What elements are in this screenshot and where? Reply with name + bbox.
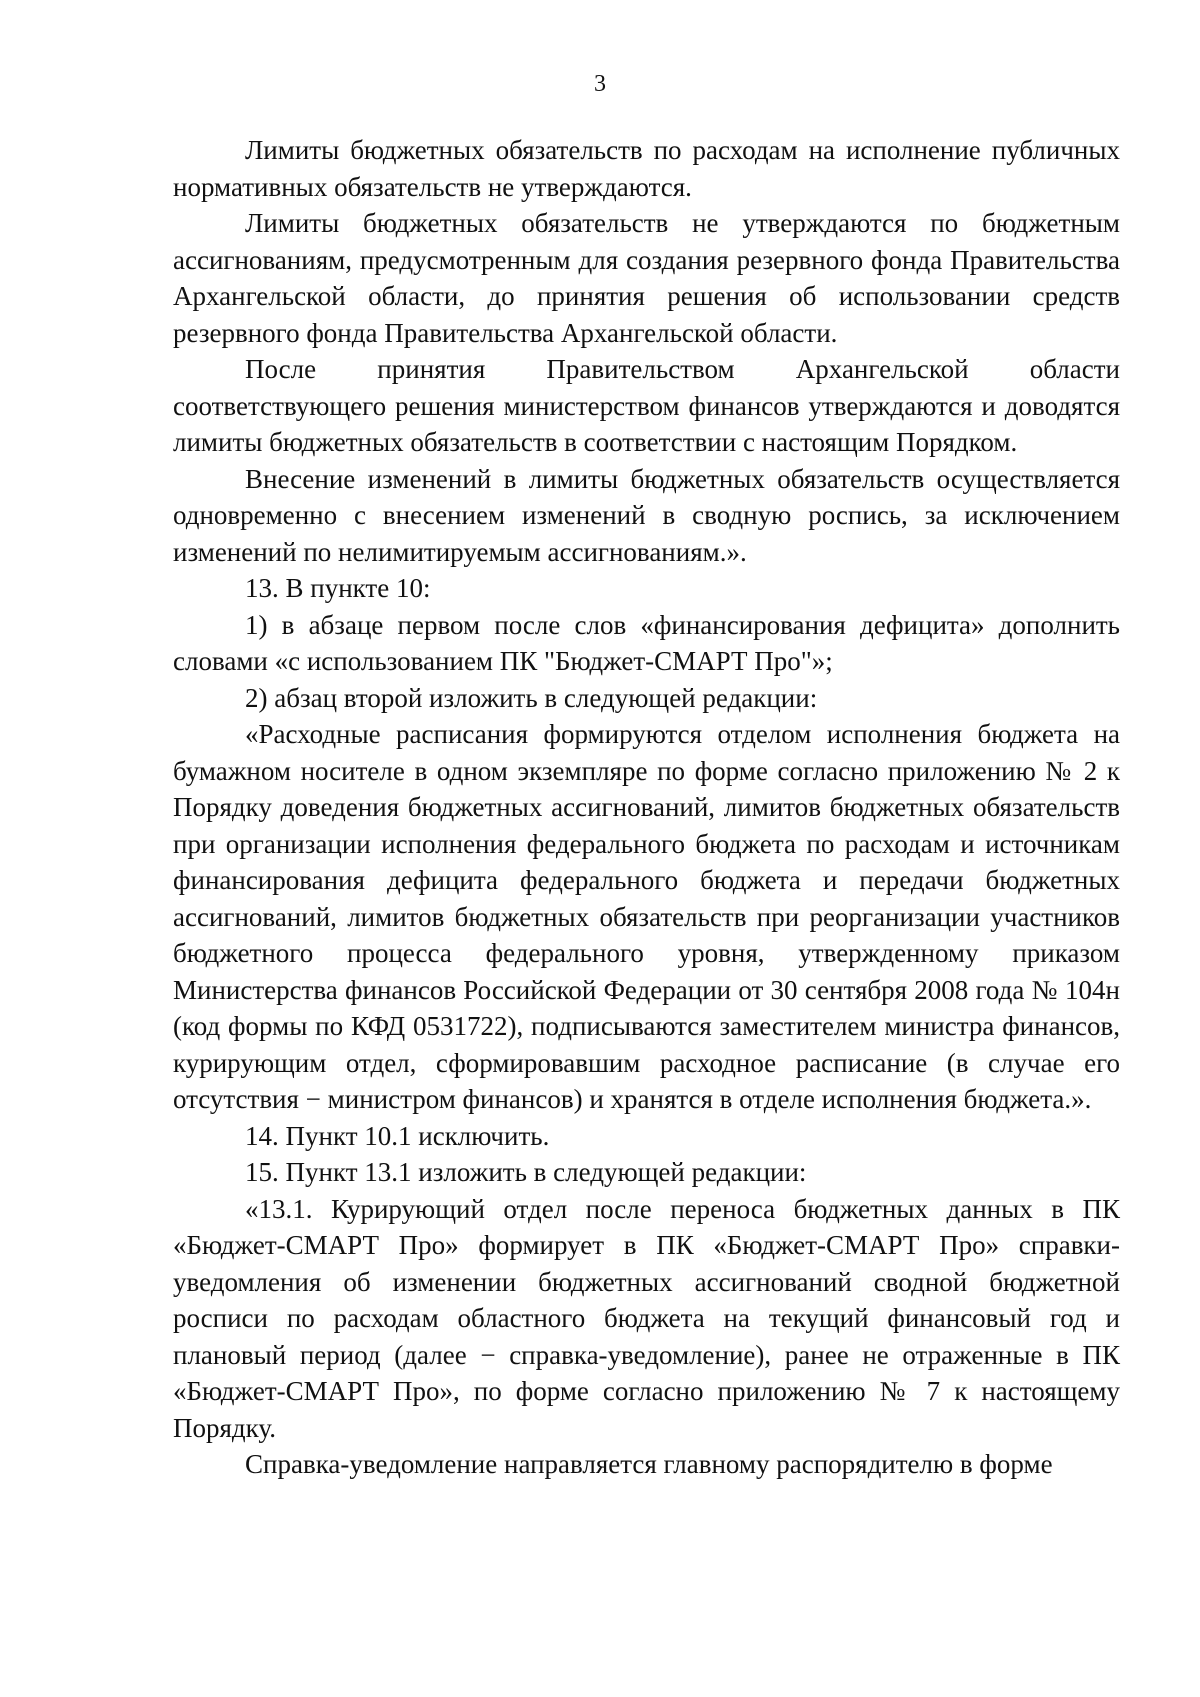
paragraph: «Расходные расписания формируются отделом исполнения бюджета на бумажном носителе в одном экземпляре по форме согласно приложению № 2 к Порядку доведения бюджетных ассигнований, лимитов бюджетных обязательств при организации исполнения федерального бюджета по расходам и источникам финансирования дефицита федерального бюджета и передачи бюджетных ассигнований, лимитов бюджетных обязательств при реорганизации участников бюджетного процесса федерального уровня, утвержденному приказом Министерства финансов Российской Федерации от 30 сентября 2008 года № 104н (код формы по КФД 0531722), подписываются заместителем министра финансов, курирующим отдел, сформировавшим расходное расписание (в случае его отсутствия − министром финансов) и хранятся в отделе исполнения бюджета.». [173,719,1120,1114]
paragraph: 2) абзац второй изложить в следующей редакции: [245,682,818,713]
paragraph: 13. В пункте 10: [245,573,431,603]
paragraph: 1) в абзаце первом после слов «финансирования дефицита» дополнить словами «с использованием ПК "Бюджет-СМАРТ Про"»; [173,609,1120,676]
paragraph: После принятия Правительством Архангельской области соответствующего решения министерством финансов утверждаются и доводятся лимиты бюджетных обязательств в соответствии с настоящим Порядком. [173,354,1120,457]
paragraph: «13.1. Курирующий отдел после переноса бюджетных данных в ПК «Бюджет-СМАРТ Про» формирует в ПК «Бюджет-СМАРТ Про» справки-уведомления об изменении бюджетных ассигнований сводной бюджетной росписи по расходам областного бюджета на текущий финансовый год и плановый период (далее − справка-уведомление), ранее не отраженные в ПК «Бюджет-СМАРТ Про», по форме согласно приложению № 7 к настоящему Порядку. [173,1193,1120,1443]
paragraph: Внесение изменений в лимиты бюджетных обязательств осуществляется одновременно с внесением изменений в сводную роспись, за исключением изменений по нелимитируемым ассигнованиям.». [173,463,1120,567]
paragraph: 15. Пункт 13.1 изложить в следующей редакции: [245,1157,807,1187]
paragraph: Лимиты бюджетных обязательств не утверждаются по бюджетным ассигнованиям, предусмотренным для создания резервного фонда Правительства Архангельской области, до принятия решения об использовании средств резервного фонда Правительства Архангельской области. [173,208,1120,348]
page-number: 3 [594,71,606,97]
paragraph: Лимиты бюджетных обязательств по расходам на исполнение публичных нормативных обязательств не утверждаются. [173,135,1120,202]
paragraph: 14. Пункт 10.1 исключить. [245,1120,550,1151]
document-body [173,132,1120,1483]
paragraph-last: Справка-уведомление направляется главному распорядителю в форме [245,1449,1053,1479]
